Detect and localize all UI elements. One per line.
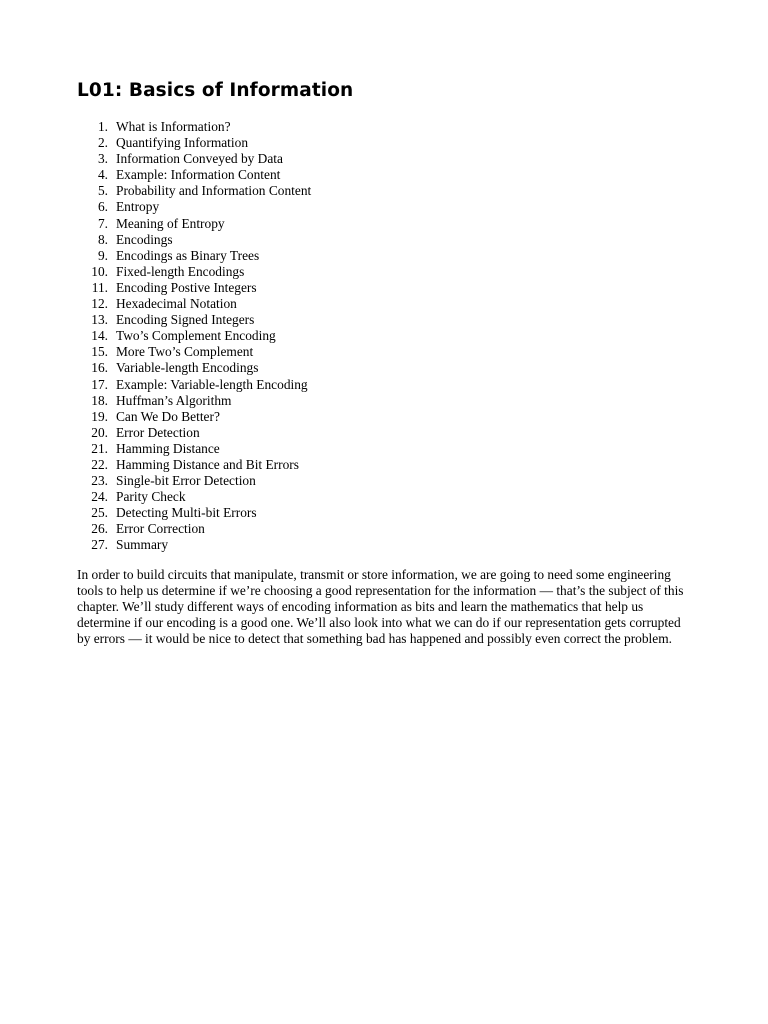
toc-item[interactable] [77, 216, 697, 232]
toc-item-label[interactable]: Entropy [116, 199, 160, 215]
toc-item[interactable] [77, 360, 697, 376]
toc-item[interactable] [77, 521, 697, 537]
toc-item-number: 11. [91, 279, 108, 295]
page-title: L01: Basics of Information [77, 80, 354, 101]
toc-item-number: 19. [91, 408, 108, 424]
toc-item-label[interactable]: Variable-length Encodings [116, 360, 259, 376]
toc-item-label[interactable]: Can We Do Better? [116, 408, 220, 424]
toc-item-number: 14. [91, 328, 108, 344]
toc-item[interactable] [77, 264, 697, 280]
toc-item-number: 10. [91, 263, 108, 279]
toc-item-label[interactable]: Two’s Complement Encoding [116, 328, 276, 344]
toc-item-number: 7. [97, 215, 108, 231]
toc-item[interactable] [77, 425, 697, 441]
toc-item[interactable] [77, 473, 697, 489]
toc-item-number: 13. [91, 312, 108, 328]
toc-item-label[interactable]: Error Detection [116, 424, 200, 440]
toc-item[interactable] [77, 441, 697, 457]
toc-item[interactable] [77, 119, 697, 135]
toc-item-number: 6. [97, 199, 108, 215]
toc-item[interactable] [77, 232, 697, 248]
toc-item-number: 15. [91, 344, 108, 360]
toc-item-label[interactable]: More Two’s Complement [116, 344, 254, 360]
toc-item-number: 16. [91, 360, 108, 376]
toc-item-label[interactable]: Encodings as Binary Trees [116, 247, 260, 263]
toc-item-label[interactable]: Hamming Distance and Bit Errors [116, 456, 299, 472]
toc-item-number: 12. [91, 296, 108, 312]
toc-item-label[interactable]: Probability and Information Content [116, 183, 312, 199]
toc-item-label[interactable]: Encoding Postive Integers [116, 279, 257, 295]
toc-item[interactable] [77, 248, 697, 264]
toc-item[interactable] [77, 280, 697, 296]
toc-item[interactable] [77, 457, 697, 473]
toc-item[interactable] [77, 151, 697, 167]
toc-item-label[interactable]: Quantifying Information [116, 135, 249, 151]
toc-item-number: 1. [97, 119, 108, 134]
toc-item-number: 17. [91, 376, 108, 392]
toc-item-label[interactable]: Single-bit Error Detection [116, 473, 256, 489]
toc-item-label[interactable]: What is Information? [116, 119, 231, 134]
toc-item-label[interactable]: Fixed-length Encodings [116, 263, 245, 279]
toc-item-number: 25. [91, 505, 108, 521]
toc-item-label[interactable]: Error Correction [116, 521, 205, 537]
toc-item[interactable] [77, 409, 697, 425]
toc-item-label[interactable]: Example: Variable-length Encoding [116, 376, 308, 392]
toc-item-label[interactable]: Summary [116, 537, 169, 553]
toc-item-label[interactable]: Hamming Distance [116, 440, 220, 456]
toc-item-label[interactable]: Detecting Multi-bit Errors [116, 505, 257, 521]
toc-item-number: 24. [91, 489, 108, 505]
toc-item-label[interactable]: Encodings [116, 231, 173, 247]
toc-item[interactable] [77, 167, 697, 183]
toc-item-number: 5. [97, 183, 108, 199]
toc-item[interactable] [77, 537, 697, 553]
intro-paragraph: In order to build circuits that manipulate, transmit or store information, we are going to need some engineering tools to help us determine if we’re choosing a good representation for the information — that’s the subject of this chapter. We’ll study different ways of encoding information as bits and learn the mathematics that help us determine if our encoding is a good one. We’ll also look into what we can do if our representation gets corrupted by errors — it would be nice to detect that something bad has happened and possibly even correct the problem. [77, 566, 684, 646]
document-page [77, 78, 697, 647]
toc-item[interactable] [77, 312, 697, 328]
toc-item-label[interactable]: Hexadecimal Notation [116, 296, 237, 312]
toc-item-number: 22. [91, 456, 108, 472]
toc-item[interactable] [77, 183, 697, 199]
toc-item-number: 9. [97, 247, 108, 263]
toc-item[interactable] [77, 344, 697, 360]
toc-item-number: 26. [91, 521, 108, 537]
toc-item[interactable] [77, 328, 697, 344]
toc-item[interactable] [77, 296, 697, 312]
toc-item-number: 3. [97, 151, 108, 167]
toc-item-number: 2. [97, 135, 108, 151]
toc-item-label[interactable]: Meaning of Entropy [116, 215, 225, 231]
toc-item-label[interactable]: Parity Check [116, 489, 186, 505]
toc-item-label[interactable]: Information Conveyed by Data [116, 151, 283, 167]
toc-item-number: 18. [91, 392, 108, 408]
toc-item-label[interactable]: Encoding Signed Integers [116, 312, 255, 328]
toc-item[interactable] [77, 135, 697, 151]
toc-item[interactable] [77, 505, 697, 521]
toc-item[interactable] [77, 377, 697, 393]
toc-item-number: 4. [97, 167, 108, 183]
toc-item-label[interactable]: Huffman’s Algorithm [116, 392, 232, 408]
toc-item-number: 20. [91, 424, 108, 440]
toc-item-number: 23. [91, 473, 108, 489]
toc-item[interactable] [77, 489, 697, 505]
table-of-contents [77, 119, 697, 554]
toc-item[interactable] [77, 393, 697, 409]
toc-item-label[interactable]: Example: Information Content [116, 167, 281, 183]
toc-item[interactable] [77, 199, 697, 215]
toc-item-number: 27. [91, 537, 108, 553]
toc-item-number: 8. [97, 231, 108, 247]
toc-item-number: 21. [91, 440, 108, 456]
